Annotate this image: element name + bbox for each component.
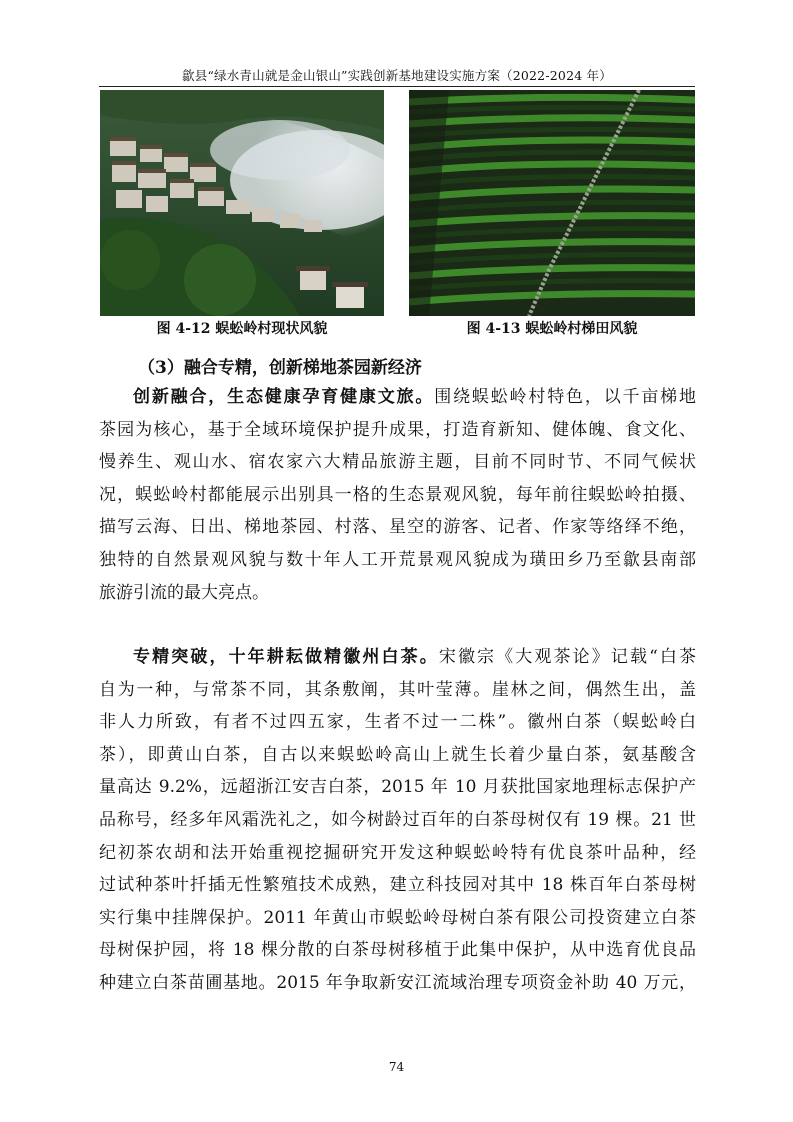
paragraph-line: 专精突破，十年耕耘做精徽州白茶。宋徽宗《大观茶论》记载“白茶 xyxy=(133,647,696,667)
page-number: 74 xyxy=(388,1060,405,1074)
terrace-photo xyxy=(409,90,695,316)
figure-caption-4-12: 图 4-12 蜈蚣岭村现状风貌 xyxy=(156,321,328,337)
paragraph-line: 慢养生、观山水、宿农家六大精品旅游主题，目前不同时节、不同气候状 xyxy=(99,452,696,473)
paragraph-line: 量高达 9.2%，远超浙江安吉白茶，2015 年 10 月获批国家地理标志保护产 xyxy=(99,777,696,798)
paragraph-lead: 专精突破，十年耕耘做精徽州白茶。 xyxy=(133,647,439,667)
paragraph-line: 旅游引流的最大亮点。 xyxy=(99,582,269,603)
paragraph-line: 非人力所致，有者不过四五家，生者不过一二株”。徽州白茶（蜈蚣岭白 xyxy=(99,712,696,733)
village-photo xyxy=(100,90,384,316)
paragraph-tourism xyxy=(99,381,696,609)
paragraph-line: 独特的自然景观风貌与数十年人工开荒景观风貌成为璜田乡乃至歙县南部 xyxy=(99,549,696,570)
paragraph-line: 描写云海、日出、梯地茶园、村落、星空的游客、记者、作家等络绎不绝， xyxy=(99,517,696,538)
paragraph-lead: 创新融合，生态健康孕育健康文旅。 xyxy=(133,387,435,407)
paragraph-line: 茶），即黄山白茶，自古以来蜈蚣岭高山上就生长着少量白茶，氨基酸含 xyxy=(99,744,696,765)
page-header: 歙县“绿水青山就是金山银山”实践创新基地建设实施方案（2022-2024 年） xyxy=(182,68,612,83)
paragraph-line: 况，蜈蚣岭村都能展示出别具一格的生态景观风貌，每年前往蜈蚣岭拍摄、 xyxy=(99,484,696,505)
paragraph-line: 实行集中挂牌保护。2011 年黄山市蜈蚣岭母树白茶有限公司投资建立白茶 xyxy=(99,907,696,928)
paragraph-line: 过试种茶叶扦插无性繁殖技术成熟，建立科技园对其中 18 株百年白茶母树 xyxy=(99,875,696,896)
paragraph-line: 纪初茶农胡和法开始重视挖掘研究开发这种蜈蚣岭特有优良茶叶品种，经 xyxy=(99,842,696,863)
paragraph-line: 茶园为核心，基于全域环境保护提升成果，打造育新知、健体魄、食文化、 xyxy=(99,419,696,440)
header-rule xyxy=(99,86,695,87)
paragraph-line: 种建立白茶苗圃基地。2015 年争取新安江流域治理专项资金补助 40 万元， xyxy=(99,972,696,993)
paragraph-line: 母树保护园，将 18 棵分散的白茶母树移植于此集中保护，从中选育优良品 xyxy=(99,940,696,961)
section-heading: （3）融合专精，创新梯地茶园新经济 xyxy=(138,358,422,378)
paragraph-line: 创新融合，生态健康孕育健康文旅。围绕蜈蚣岭村特色，以千亩梯地 xyxy=(133,387,696,407)
paragraph-line: 品称号，经多年风霜洗礼之，如今树龄过百年的白茶母树仅有 19 棵。21 世 xyxy=(99,809,696,830)
figure-caption-4-13: 图 4-13 蜈蚣岭村梯田风貌 xyxy=(466,321,638,337)
paragraph-line: 自为一种，与常茶不同，其条敷阐，其叶莹薄。崖林之间，偶然生出，盖 xyxy=(99,679,696,700)
paragraph-white-tea xyxy=(99,641,696,1000)
